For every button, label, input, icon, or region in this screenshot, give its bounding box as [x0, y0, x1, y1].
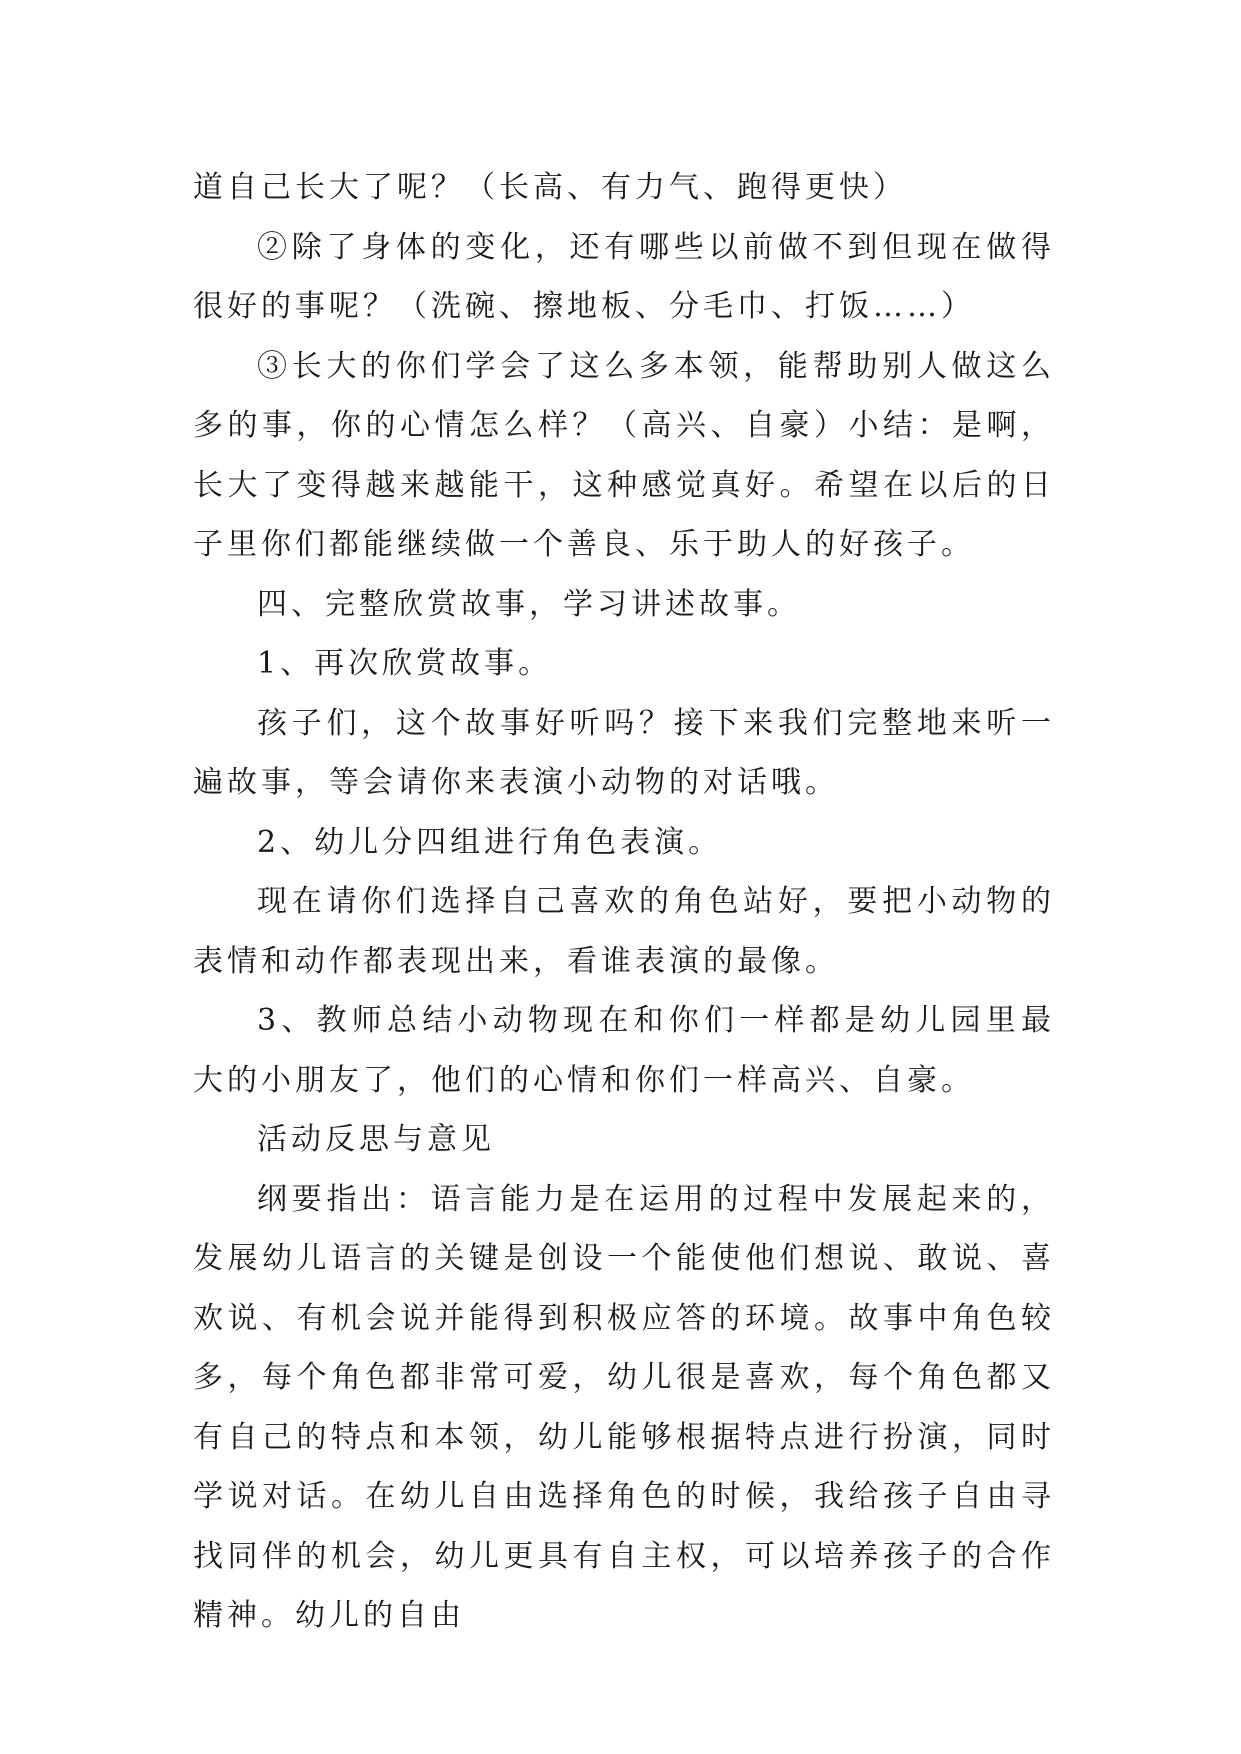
- step-1-body: 孩子们，这个故事好听吗？接下来我们完整地来听一遍故事，等会请你来表演小动物的对话哦。: [193, 705, 1055, 800]
- paragraph-question-2: ②除了身体的变化，还有哪些以前做不到但现在做得很好的事呢？（洗碗、擦地板、分毛巾、打饭……）: [193, 229, 1055, 324]
- reflection-heading: 活动反思与意见: [257, 1122, 495, 1157]
- step-2-body: 现在请你们选择自己喜欢的角色站好，要把小动物的表情和动作都表现出来，看谁表演的最像。: [193, 884, 1055, 979]
- paragraph-continuation: 道自己长大了呢？（长高、有力气、跑得更快）: [193, 170, 907, 205]
- step-1-heading: 1、再次欣赏故事。: [257, 646, 553, 681]
- document-body: [193, 158, 1055, 1646]
- section-heading-four: 四、完整欣赏故事，学习讲述故事。: [257, 586, 801, 622]
- step-2-heading: 2、幼儿分四组进行角色表演。: [257, 824, 723, 860]
- step-3-body: 3、教师总结小动物现在和你们一样都是幼儿园里最大的小朋友了，他们的心情和你们一样高兴、自豪。: [193, 1003, 1055, 1098]
- reflection-body: 纲要指出：语言能力是在运用的过程中发展起来的，发展幼儿语言的关键是创设一个能使他们想说、敢说、喜欢说、有机会说并能得到积极应答的环境。故事中角色较多，每个角色都非常可爱，幼儿很是喜欢，每个角色都又有自己的特点和本领，幼儿能够根据特点进行扮演，同时学说对话。在幼儿自由选择角色的时候，我给孩子自由寻找同伴的机会，幼儿更具有自主权，可以培养孩子的合作精神。幼儿的自由: [193, 1181, 1055, 1633]
- paragraph-question-3: ③长大的你们学会了这么多本领，能帮助别人做这么多的事，你的心情怎么样？（高兴、自豪）小结：是啊，长大了变得越来越能干，这种感觉真好。希望在以后的日子里你们都能继续做一个善良、乐于助人的好孩子。: [193, 348, 1055, 562]
